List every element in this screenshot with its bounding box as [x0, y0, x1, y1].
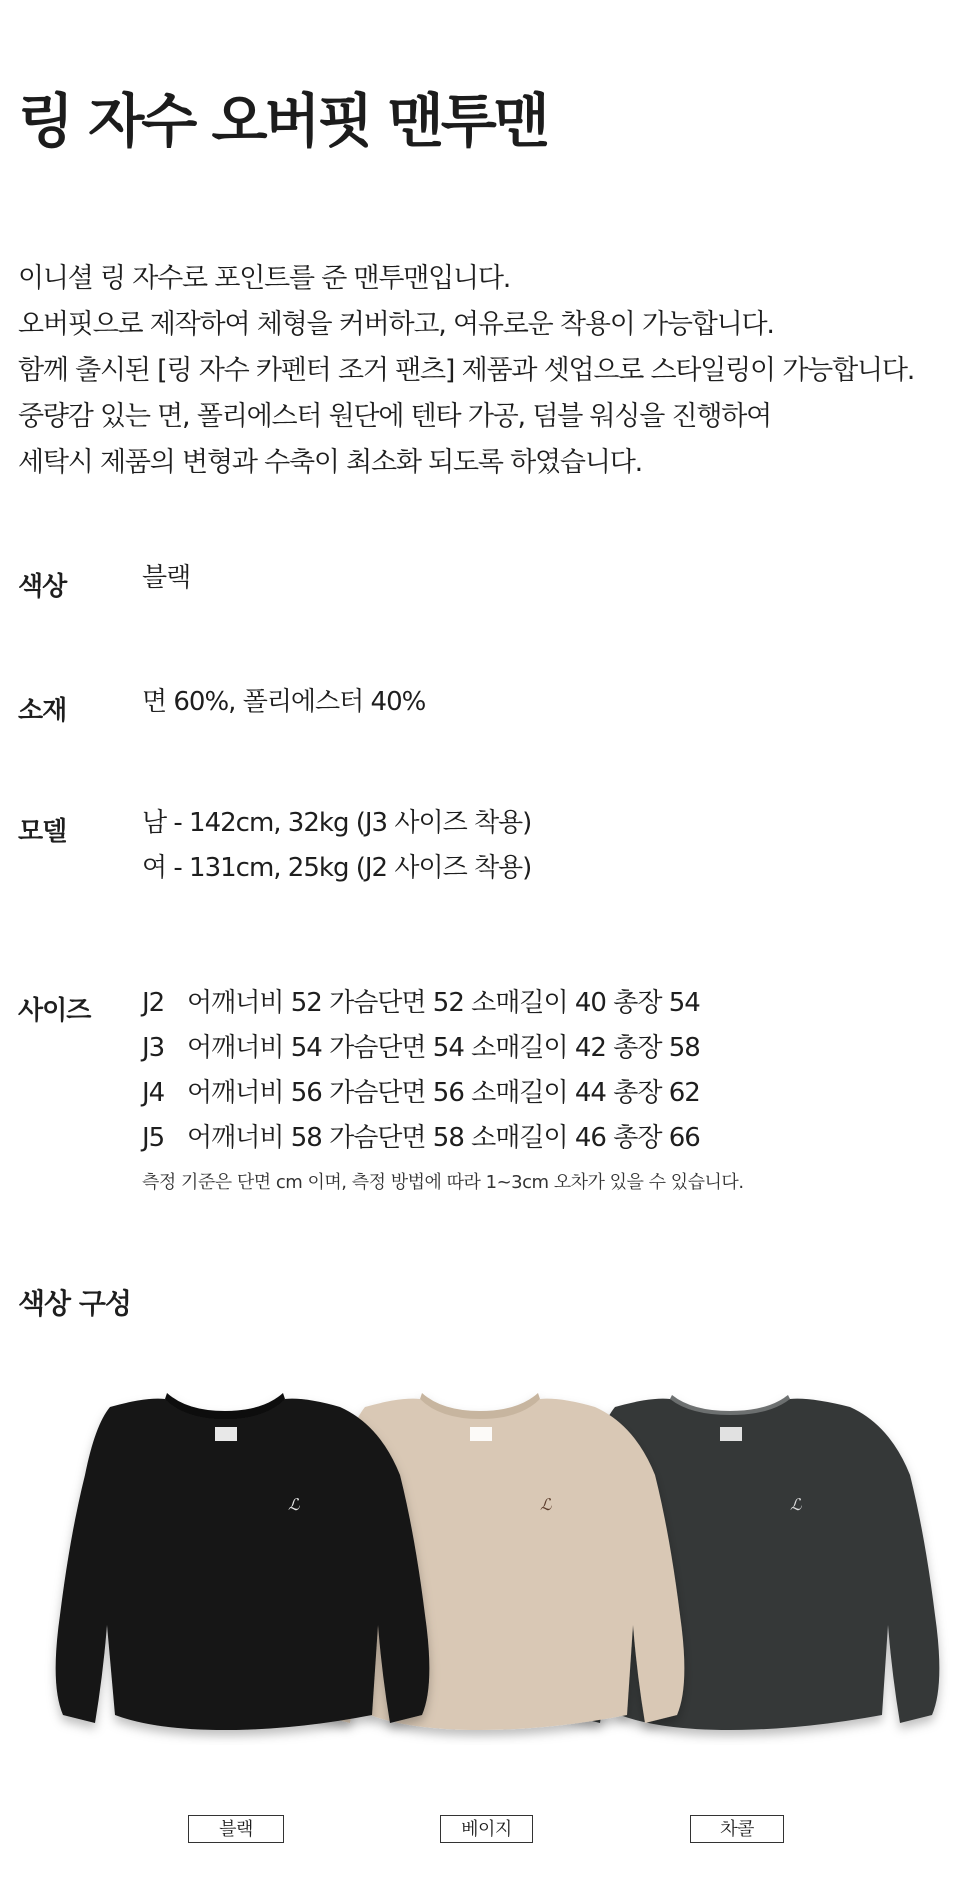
spec-material-value: 면 60%, 폴리에스터 40% [142, 687, 426, 717]
spec-model-value [142, 801, 531, 891]
model-line: 여 - 131cm, 25kg (J2 사이즈 착용) [142, 853, 532, 883]
size-note: 측정 기준은 단면 cm 이며, 측정 방법에 따라 1~3cm 오차가 있을 수 있습니다. [142, 1172, 744, 1193]
size-code: J2 [142, 988, 165, 1018]
product-title: 링 자수 오버핏 맨투맨 [18, 87, 547, 155]
svg-text:ℒ: ℒ [540, 1495, 552, 1514]
spec-model-label: 모델 [18, 817, 67, 847]
color-lineup-image [20, 1385, 950, 1745]
size-detail: 어깨너비 54 가슴단면 54 소매길이 42 총장 58 [187, 1033, 700, 1063]
size-row [142, 981, 700, 1026]
spec-size-label: 사이즈 [18, 996, 91, 1026]
product-description [18, 256, 948, 486]
size-detail: 어깨너비 56 가슴단면 56 소매길이 44 총장 62 [187, 1078, 700, 1108]
spec-color-value: 블랙 [142, 563, 191, 593]
size-row [142, 1071, 700, 1116]
size-code: J4 [142, 1078, 165, 1108]
description-line: 세탁시 제품의 변형과 수축이 최소화 되도록 하였습니다. [18, 447, 642, 478]
svg-text:ℒ: ℒ [790, 1495, 802, 1514]
size-detail: 어깨너비 52 가슴단면 52 소매길이 40 총장 54 [187, 988, 700, 1018]
size-code: J5 [142, 1123, 165, 1153]
size-code: J3 [142, 1033, 165, 1063]
description-line: 오버핏으로 제작하여 체형을 커버하고, 여유로운 착용이 가능합니다. [18, 309, 774, 340]
description-line: 이니셜 링 자수로 포인트를 준 맨투맨입니다. [18, 263, 511, 294]
description-line: 함께 출시된 [링 자수 카펜터 조거 팬츠] 제품과 셋업으로 스타일링이 가능합니다. [18, 355, 915, 386]
color-tag-charcoal: 차콜 [690, 1815, 784, 1843]
size-row [142, 1116, 700, 1161]
color-section-title: 색상 구성 [18, 1287, 131, 1320]
color-tag-black: 블랙 [188, 1815, 284, 1843]
sweatshirt-black [56, 1393, 430, 1730]
svg-text:ℒ: ℒ [288, 1495, 300, 1514]
description-line: 중량감 있는 면, 폴리에스터 원단에 텐타 가공, 덤블 워싱을 진행하여 [18, 401, 772, 432]
size-table [142, 981, 700, 1161]
size-detail: 어깨너비 58 가슴단면 58 소매길이 46 총장 66 [187, 1123, 700, 1153]
spec-material-label: 소재 [18, 696, 67, 726]
spec-color-label: 색상 [18, 572, 67, 602]
size-row [142, 1026, 700, 1071]
model-line: 남 - 142cm, 32kg (J3 사이즈 착용) [142, 808, 532, 838]
color-tag-beige: 베이지 [440, 1815, 533, 1843]
